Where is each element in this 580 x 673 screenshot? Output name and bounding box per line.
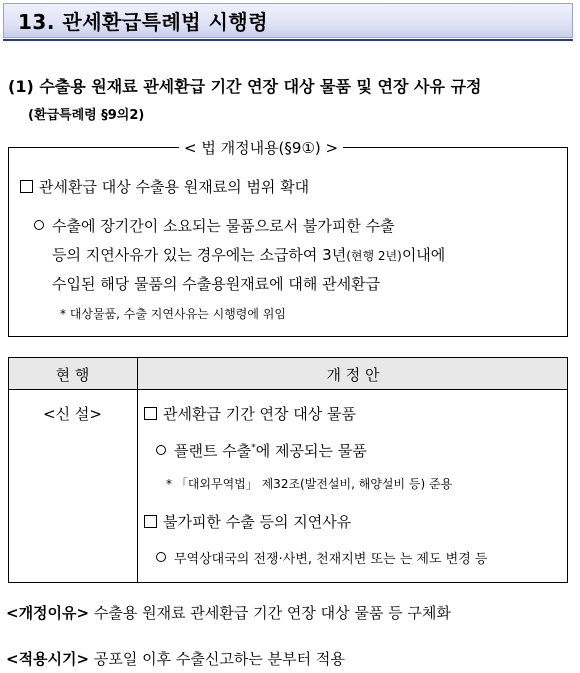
circle-bullet-icon bbox=[156, 552, 166, 562]
application-timing bbox=[6, 648, 345, 669]
proposed-item2-sub bbox=[156, 548, 487, 567]
amendment-bullet-line2 bbox=[52, 244, 445, 265]
timing-label: <적용시기> bbox=[6, 650, 90, 668]
current-value: <신 설> bbox=[43, 405, 102, 423]
subsection-reference: (환급특례령 §9의2) bbox=[28, 108, 145, 123]
bullet-text-line2-b: (현행 2년) bbox=[346, 249, 402, 263]
subsection-title: (1) 수출용 원재료 관세환급 기간 연장 대상 물품 및 연장 사유 규정 bbox=[8, 77, 482, 96]
proposed-item1-note: * 「대외무역법」 제32조(발전설비, 해양설비 등) 준용 bbox=[166, 477, 453, 491]
reason-text: 수출용 원재료 관세환급 기간 연장 대상 물품 등 구체화 bbox=[93, 604, 451, 622]
amendment-bullet-line3: 수입된 해당 물품의 수출용원재료에 대해 관세환급 bbox=[52, 275, 381, 293]
proposed-item1-text: 관세환급 기간 연장 대상 물품 bbox=[163, 405, 356, 423]
circle-bullet-icon bbox=[34, 220, 44, 230]
square-bullet-icon bbox=[144, 407, 157, 420]
circle-bullet-icon bbox=[156, 445, 166, 455]
header-underline bbox=[3, 39, 573, 41]
proposed-item1-sub-b: 에 제공되는 물품 bbox=[255, 442, 367, 460]
section-title: 13. 관세환급특례법 시행령 bbox=[18, 10, 269, 34]
amendment-note: * 대상물품, 수출 지연사유는 시행령에 위임 bbox=[60, 307, 286, 321]
reason-label: <개정이유> bbox=[6, 604, 90, 622]
proposed-item2-text: 불가피한 수출 등의 지연사유 bbox=[163, 513, 352, 531]
amendment-heading bbox=[20, 176, 309, 197]
bullet-text-line1: 수출에 장기간이 소요되는 물품으로서 불가피한 수출 bbox=[52, 217, 395, 235]
amendment-reason bbox=[6, 602, 451, 623]
amendment-box-label: < 법 개정내용(§9①) > bbox=[179, 137, 343, 158]
proposed-item1 bbox=[144, 403, 356, 424]
bullet-text-line2-c: 이내에 bbox=[401, 246, 446, 264]
footnote-marker: * bbox=[251, 443, 256, 453]
column-header-current: 현 행 bbox=[55, 366, 90, 384]
proposed-item1-sub bbox=[156, 440, 367, 461]
proposed-item2 bbox=[144, 511, 351, 532]
square-bullet-icon bbox=[144, 515, 157, 528]
bullet-text-line2-a: 등의 지연사유가 있는 경우에는 소급하여 3년 bbox=[52, 246, 347, 264]
amendment-heading-text: 관세환급 대상 수출용 원재료의 범위 확대 bbox=[39, 178, 310, 196]
amendment-bullet-line1 bbox=[34, 215, 395, 236]
proposed-item1-sub-a: 플랜트 수출 bbox=[174, 442, 252, 460]
proposed-item2-sub-text: 무역상대국의 전쟁·사변, 천재지변 또는 는 제도 변경 등 bbox=[174, 552, 488, 567]
column-header-proposed: 개 정 안 bbox=[326, 366, 380, 384]
timing-text: 공포일 이후 수출신고하는 분부터 적용 bbox=[93, 650, 345, 668]
square-bullet-icon bbox=[20, 180, 33, 193]
table-column-divider bbox=[137, 357, 138, 583]
